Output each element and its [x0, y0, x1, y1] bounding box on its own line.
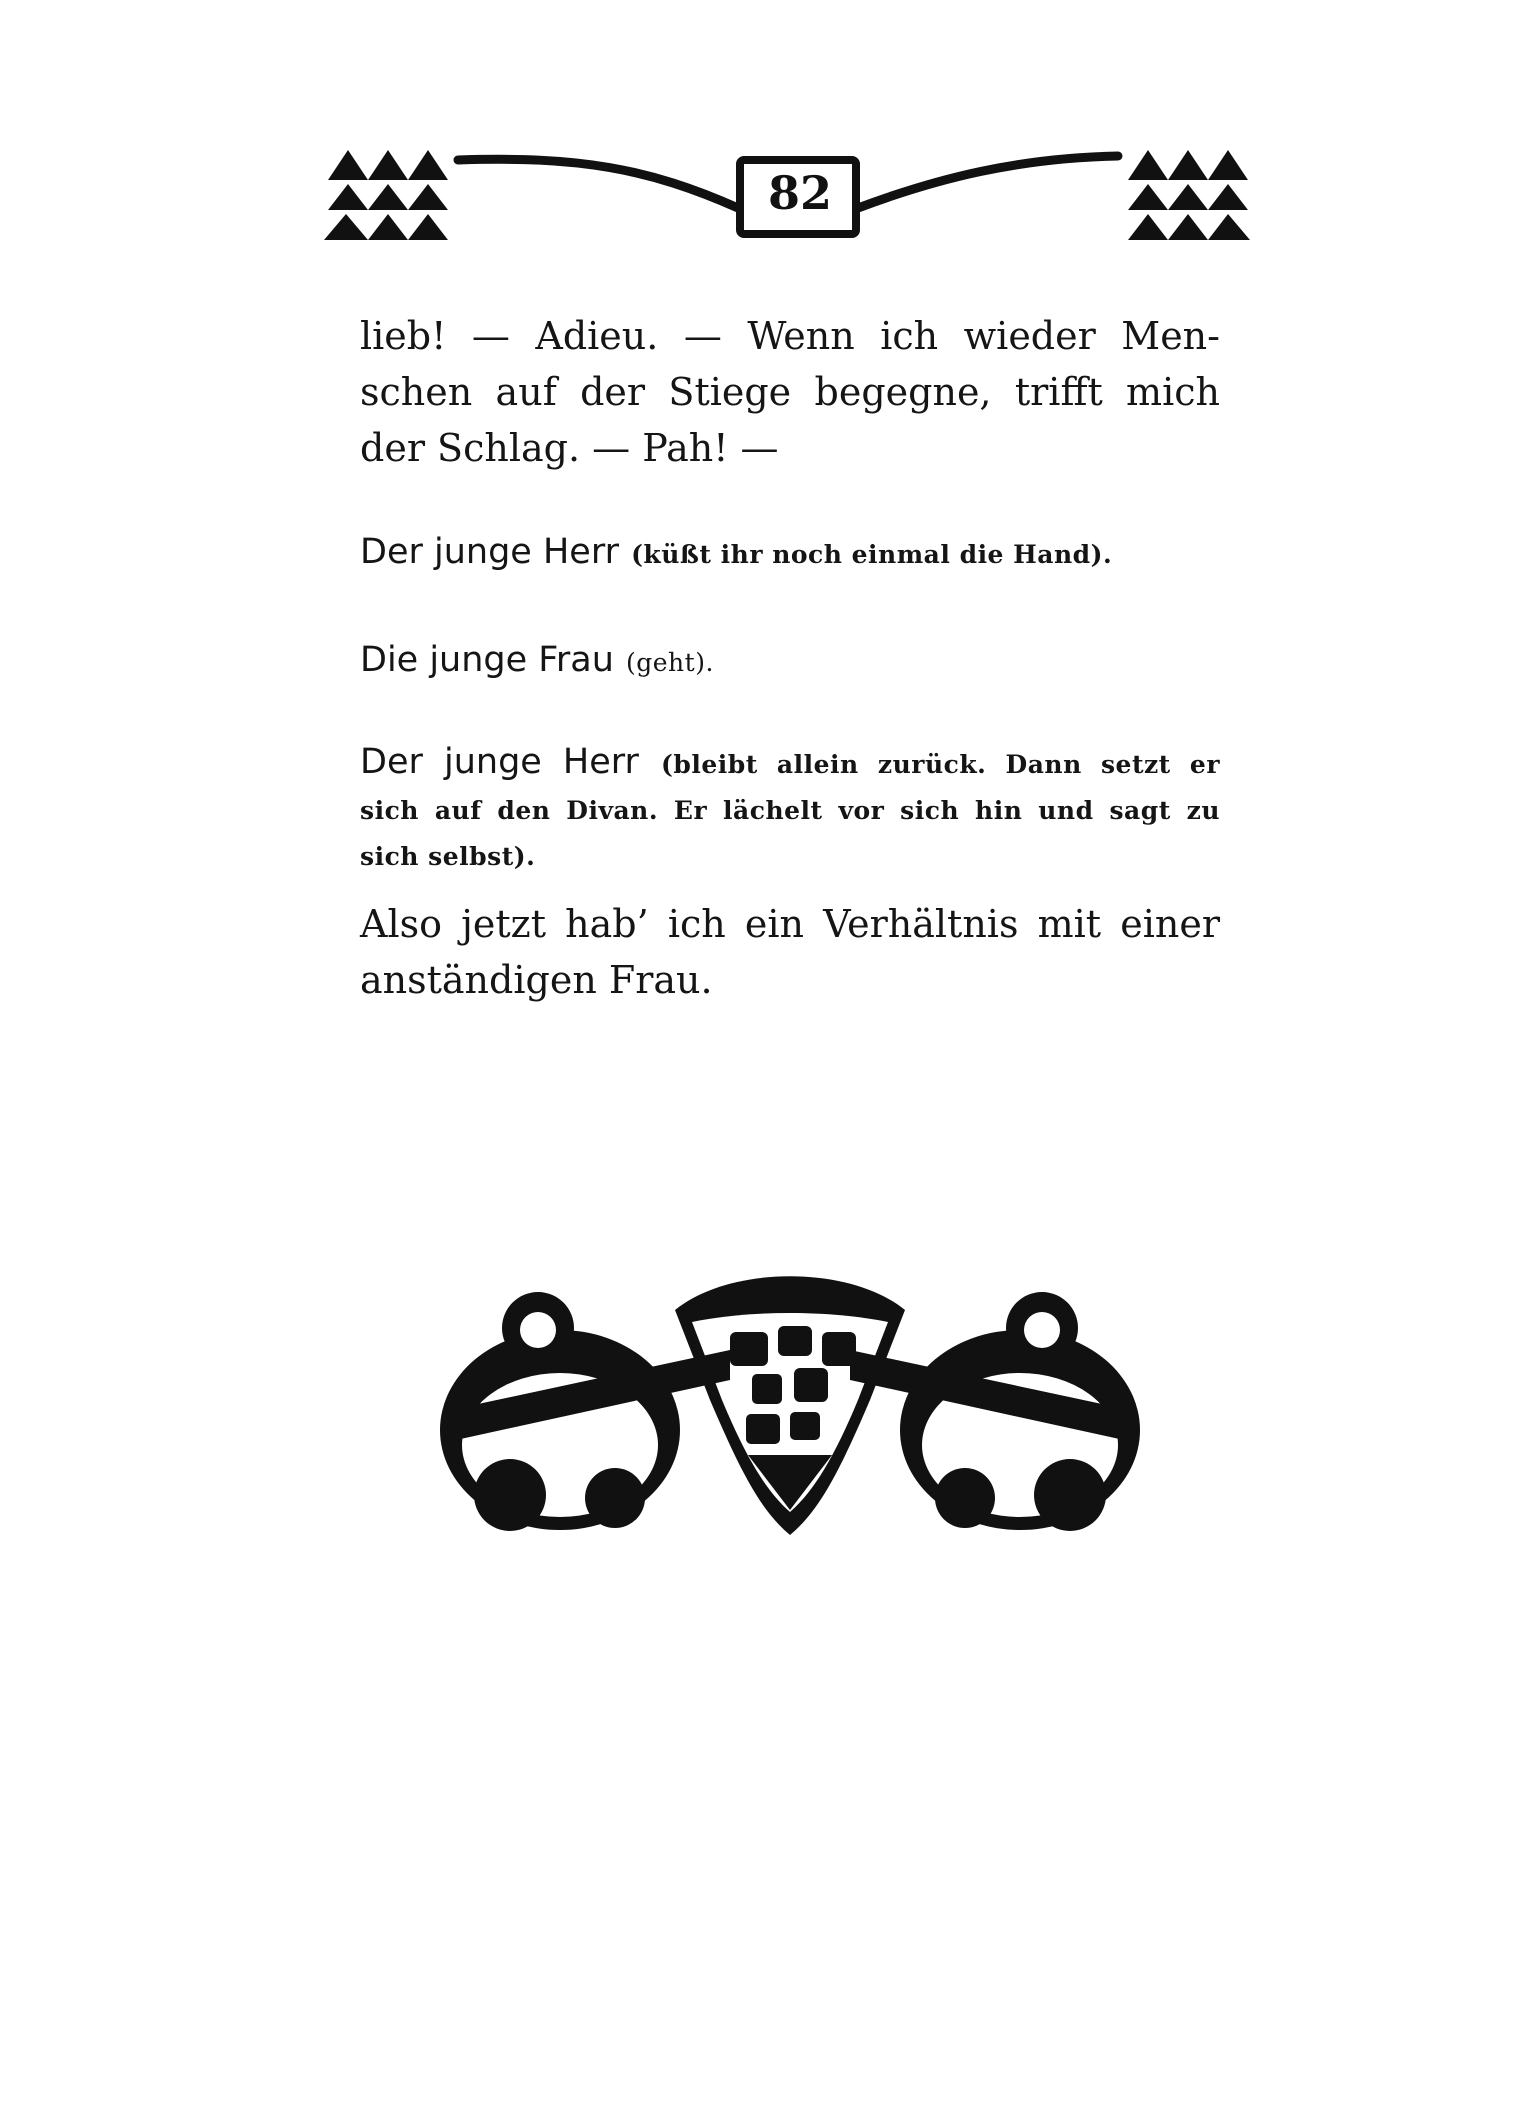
- dialogue-paragraph-1-end: [360, 420, 1220, 476]
- text-line: Also jetzt hab’ ich ein Verhältnis mit einer: [360, 902, 1220, 946]
- stage-direction-line: sich auf den Divan. Er lächelt vor sich hin und sagt zu: [360, 796, 1220, 825]
- bells-vignette-icon: [430, 1270, 1150, 1570]
- page-number: 82: [767, 166, 832, 220]
- stage-direction: (bleibt allein zurück. Dann setzt er: [661, 750, 1220, 779]
- stage-direction: (küßt ihr noch einmal die Hand).: [631, 540, 1113, 569]
- text-line: schen auf der Stiege begegne, trifft mich: [360, 370, 1220, 414]
- text-line: der Schlag. — Pah! —: [360, 426, 779, 470]
- dialogue-paragraph-1: [360, 308, 1220, 420]
- dialogue-paragraph-5: [360, 896, 1220, 952]
- text-line: anständigen Frau.: [360, 958, 713, 1002]
- stage-direction-line: sich selbst).: [360, 842, 536, 871]
- stage-line-3: [360, 630, 1220, 691]
- stage-direction: (geht).: [626, 648, 714, 677]
- stage-line-2: [360, 522, 1220, 583]
- stage-direction-end: [360, 834, 1220, 880]
- stage-direction-continued: [360, 788, 1220, 834]
- text-line: lieb! — Adieu. — Wenn ich wieder Men-: [360, 314, 1220, 358]
- dialogue-paragraph-5-end: [360, 952, 1220, 1008]
- speaker-name: Die junge Frau: [360, 640, 614, 680]
- speaker-name: Der junge Herr: [360, 742, 639, 782]
- speaker-name: Der junge Herr: [360, 532, 619, 572]
- stage-line-4: [360, 732, 1220, 793]
